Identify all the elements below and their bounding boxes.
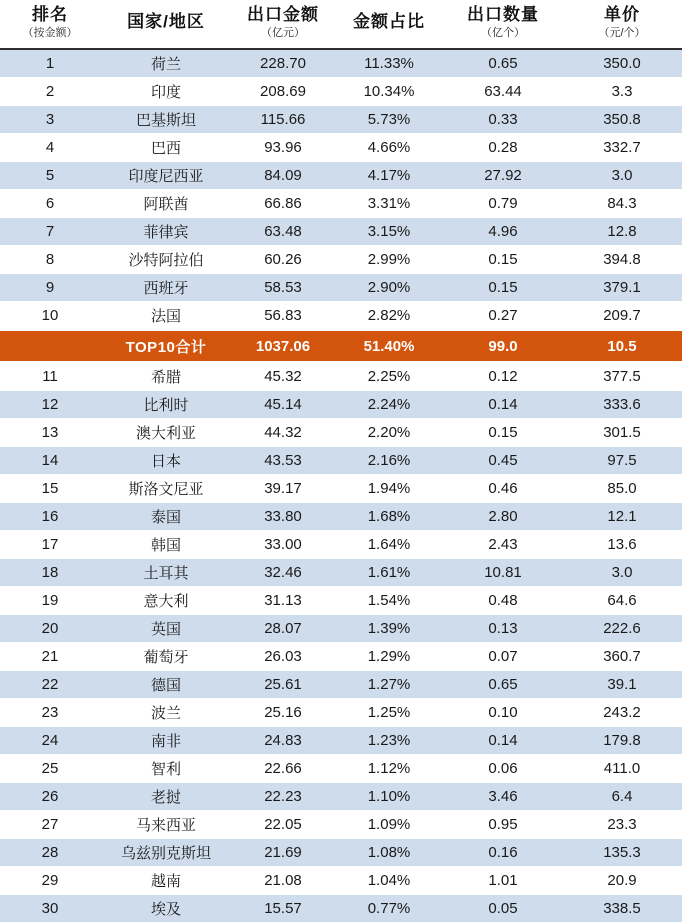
cell-rank: 22 xyxy=(0,671,100,699)
cell-rank xyxy=(0,330,100,362)
table-header xyxy=(0,0,682,49)
cell-share: 1.27% xyxy=(334,671,444,699)
cell-price: 301.5 xyxy=(562,419,682,447)
table-row xyxy=(0,391,682,419)
cell-rank: 19 xyxy=(0,587,100,615)
cell-quantity: 0.28 xyxy=(444,134,562,162)
cell-share: 1.68% xyxy=(334,503,444,531)
cell-share: 2.82% xyxy=(334,302,444,331)
cell-quantity: 2.80 xyxy=(444,503,562,531)
cell-country: 韩国 xyxy=(100,531,232,559)
table-row xyxy=(0,218,682,246)
cell-quantity: 0.79 xyxy=(444,190,562,218)
cell-quantity: 0.46 xyxy=(444,475,562,503)
cell-country: 菲律宾 xyxy=(100,218,232,246)
cell-share: 2.25% xyxy=(334,362,444,391)
cell-share: 1.25% xyxy=(334,699,444,727)
table-row xyxy=(0,699,682,727)
cell-amount: 22.05 xyxy=(232,811,334,839)
column-header-quantity-main: 出口数量 xyxy=(467,5,539,24)
cell-price: 377.5 xyxy=(562,362,682,391)
cell-share: 3.31% xyxy=(334,190,444,218)
column-header-amount-main: 出口金额 xyxy=(247,5,319,24)
cell-quantity: 0.10 xyxy=(444,699,562,727)
cell-amount: 43.53 xyxy=(232,447,334,475)
table-row xyxy=(0,246,682,274)
table-row xyxy=(0,49,682,78)
table-row xyxy=(0,475,682,503)
cell-country: 南非 xyxy=(100,727,232,755)
column-header-price-main: 单价 xyxy=(604,5,640,24)
cell-price: 411.0 xyxy=(562,755,682,783)
cell-price: 209.7 xyxy=(562,302,682,331)
table-row xyxy=(0,531,682,559)
table-row xyxy=(0,727,682,755)
cell-country: 英国 xyxy=(100,615,232,643)
table-row xyxy=(0,274,682,302)
cell-rank: 15 xyxy=(0,475,100,503)
cell-price: 85.0 xyxy=(562,475,682,503)
cell-share: 2.16% xyxy=(334,447,444,475)
cell-quantity: 0.27 xyxy=(444,302,562,331)
cell-country: 意大利 xyxy=(100,587,232,615)
cell-amount: 228.70 xyxy=(232,49,334,78)
cell-share: 3.15% xyxy=(334,218,444,246)
cell-country: 土耳其 xyxy=(100,559,232,587)
cell-amount: 45.32 xyxy=(232,362,334,391)
table-row xyxy=(0,867,682,895)
cell-quantity: 3.46 xyxy=(444,783,562,811)
cell-price: 23.3 xyxy=(562,811,682,839)
cell-country: 巴基斯坦 xyxy=(100,106,232,134)
cell-quantity: 99.0 xyxy=(444,330,562,362)
cell-share: 1.29% xyxy=(334,643,444,671)
cell-amount: 21.69 xyxy=(232,839,334,867)
cell-price: 350.0 xyxy=(562,49,682,78)
cell-share: 2.24% xyxy=(334,391,444,419)
cell-quantity: 0.13 xyxy=(444,615,562,643)
cell-price: 84.3 xyxy=(562,190,682,218)
table-row xyxy=(0,895,682,923)
cell-country: 智利 xyxy=(100,755,232,783)
cell-quantity: 10.81 xyxy=(444,559,562,587)
cell-price: 64.6 xyxy=(562,587,682,615)
cell-price: 3.0 xyxy=(562,559,682,587)
cell-share: 1.64% xyxy=(334,531,444,559)
table-row xyxy=(0,783,682,811)
column-header-rank-sub: （按金额） xyxy=(22,27,78,40)
cell-price: 135.3 xyxy=(562,839,682,867)
cell-share: 1.61% xyxy=(334,559,444,587)
table-body xyxy=(0,49,682,923)
cell-price: 12.1 xyxy=(562,503,682,531)
cell-rank: 12 xyxy=(0,391,100,419)
cell-share: 0.77% xyxy=(334,895,444,923)
table-row xyxy=(0,671,682,699)
cell-amount: 44.32 xyxy=(232,419,334,447)
cell-amount: 24.83 xyxy=(232,727,334,755)
cell-country: 波兰 xyxy=(100,699,232,727)
cell-rank: 27 xyxy=(0,811,100,839)
cell-quantity: 0.15 xyxy=(444,246,562,274)
cell-share: 4.17% xyxy=(334,162,444,190)
cell-rank: 4 xyxy=(0,134,100,162)
cell-share: 1.04% xyxy=(334,867,444,895)
table-row xyxy=(0,447,682,475)
column-header-country-main: 国家/地区 xyxy=(127,11,205,31)
cell-amount: 93.96 xyxy=(232,134,334,162)
cell-share: 1.23% xyxy=(334,727,444,755)
cell-price: 350.8 xyxy=(562,106,682,134)
cell-rank: 21 xyxy=(0,643,100,671)
cell-share: 1.12% xyxy=(334,755,444,783)
cell-amount: 32.46 xyxy=(232,559,334,587)
column-header-quantity xyxy=(444,0,562,49)
column-header-price-sub: （元/个） xyxy=(598,27,646,40)
cell-amount: 25.16 xyxy=(232,699,334,727)
cell-amount: 21.08 xyxy=(232,867,334,895)
cell-rank: 8 xyxy=(0,246,100,274)
cell-quantity: 0.65 xyxy=(444,671,562,699)
cell-amount: 115.66 xyxy=(232,106,334,134)
table-row xyxy=(0,162,682,190)
cell-rank: 26 xyxy=(0,783,100,811)
column-header-price xyxy=(562,0,682,49)
cell-quantity: 0.12 xyxy=(444,362,562,391)
cell-quantity: 0.06 xyxy=(444,755,562,783)
cell-amount: 26.03 xyxy=(232,643,334,671)
cell-quantity: 4.96 xyxy=(444,218,562,246)
cell-rank: 24 xyxy=(0,727,100,755)
cell-country: 斯洛文尼亚 xyxy=(100,475,232,503)
column-header-rank-main: 排名 xyxy=(32,5,68,24)
cell-country: 西班牙 xyxy=(100,274,232,302)
table-row xyxy=(0,503,682,531)
cell-quantity: 1.01 xyxy=(444,867,562,895)
cell-amount: 33.80 xyxy=(232,503,334,531)
cell-share: 5.73% xyxy=(334,106,444,134)
table-row xyxy=(0,755,682,783)
table-row-total xyxy=(0,330,682,362)
table-row xyxy=(0,190,682,218)
cell-quantity: 63.44 xyxy=(444,78,562,106)
cell-quantity: 0.15 xyxy=(444,419,562,447)
table-row xyxy=(0,362,682,391)
cell-quantity: 0.45 xyxy=(444,447,562,475)
table-row xyxy=(0,587,682,615)
cell-rank: 10 xyxy=(0,302,100,331)
table-row xyxy=(0,78,682,106)
cell-amount: 25.61 xyxy=(232,671,334,699)
cell-quantity: 0.48 xyxy=(444,587,562,615)
table-row xyxy=(0,559,682,587)
cell-price: 13.6 xyxy=(562,531,682,559)
cell-quantity: 0.65 xyxy=(444,49,562,78)
column-header-amount xyxy=(232,0,334,49)
cell-rank: 16 xyxy=(0,503,100,531)
cell-price: 179.8 xyxy=(562,727,682,755)
cell-quantity: 0.95 xyxy=(444,811,562,839)
cell-country: 德国 xyxy=(100,671,232,699)
cell-amount: 1037.06 xyxy=(232,330,334,362)
cell-quantity: 0.05 xyxy=(444,895,562,923)
cell-quantity: 27.92 xyxy=(444,162,562,190)
cell-rank: 18 xyxy=(0,559,100,587)
cell-share: 4.66% xyxy=(334,134,444,162)
cell-quantity: 0.33 xyxy=(444,106,562,134)
cell-quantity: 0.14 xyxy=(444,391,562,419)
column-header-share xyxy=(334,0,444,49)
cell-rank: 2 xyxy=(0,78,100,106)
cell-country: 沙特阿拉伯 xyxy=(100,246,232,274)
cell-price: 379.1 xyxy=(562,274,682,302)
cell-rank: 3 xyxy=(0,106,100,134)
cell-quantity: 0.16 xyxy=(444,839,562,867)
cell-share: 2.90% xyxy=(334,274,444,302)
cell-rank: 9 xyxy=(0,274,100,302)
cell-price: 332.7 xyxy=(562,134,682,162)
cell-amount: 33.00 xyxy=(232,531,334,559)
cell-price: 360.7 xyxy=(562,643,682,671)
cell-rank: 17 xyxy=(0,531,100,559)
column-header-share-main: 金额占比 xyxy=(353,11,425,31)
cell-share: 1.10% xyxy=(334,783,444,811)
cell-share: 11.33% xyxy=(334,49,444,78)
cell-amount: 63.48 xyxy=(232,218,334,246)
cell-share: 1.08% xyxy=(334,839,444,867)
cell-price: 3.3 xyxy=(562,78,682,106)
table-row xyxy=(0,106,682,134)
cell-country: 比利时 xyxy=(100,391,232,419)
cell-country: 希腊 xyxy=(100,362,232,391)
cell-country: 越南 xyxy=(100,867,232,895)
cell-rank: 14 xyxy=(0,447,100,475)
table-row xyxy=(0,839,682,867)
table-row xyxy=(0,643,682,671)
cell-rank: 20 xyxy=(0,615,100,643)
cell-price: 6.4 xyxy=(562,783,682,811)
cell-country: 荷兰 xyxy=(100,49,232,78)
column-header-rank xyxy=(0,0,100,49)
cell-share: 2.20% xyxy=(334,419,444,447)
cell-rank: 11 xyxy=(0,362,100,391)
cell-country: 澳大利亚 xyxy=(100,419,232,447)
cell-quantity: 0.07 xyxy=(444,643,562,671)
cell-price: 338.5 xyxy=(562,895,682,923)
table-row xyxy=(0,134,682,162)
cell-amount: 31.13 xyxy=(232,587,334,615)
table-row xyxy=(0,811,682,839)
cell-country: 日本 xyxy=(100,447,232,475)
cell-quantity: 0.15 xyxy=(444,274,562,302)
cell-rank: 30 xyxy=(0,895,100,923)
cell-rank: 13 xyxy=(0,419,100,447)
cell-amount: 208.69 xyxy=(232,78,334,106)
cell-amount: 28.07 xyxy=(232,615,334,643)
cell-share: 1.54% xyxy=(334,587,444,615)
cell-price: 20.9 xyxy=(562,867,682,895)
cell-price: 3.0 xyxy=(562,162,682,190)
cell-amount: 39.17 xyxy=(232,475,334,503)
cell-rank: 28 xyxy=(0,839,100,867)
cell-amount: 56.83 xyxy=(232,302,334,331)
cell-price: 243.2 xyxy=(562,699,682,727)
cell-share: 10.34% xyxy=(334,78,444,106)
cell-country: 埃及 xyxy=(100,895,232,923)
cell-quantity: 0.14 xyxy=(444,727,562,755)
cell-rank: 23 xyxy=(0,699,100,727)
cell-country: 阿联酋 xyxy=(100,190,232,218)
cell-rank: 5 xyxy=(0,162,100,190)
cell-amount: 58.53 xyxy=(232,274,334,302)
cell-country: 法国 xyxy=(100,302,232,331)
cell-country: 印度尼西亚 xyxy=(100,162,232,190)
cell-country: 印度 xyxy=(100,78,232,106)
cell-country: 巴西 xyxy=(100,134,232,162)
cell-amount: 84.09 xyxy=(232,162,334,190)
cell-amount: 15.57 xyxy=(232,895,334,923)
cell-country: TOP10合计 xyxy=(100,330,232,362)
table-row xyxy=(0,302,682,331)
cell-rank: 1 xyxy=(0,49,100,78)
cell-country: 泰国 xyxy=(100,503,232,531)
cell-amount: 22.66 xyxy=(232,755,334,783)
cell-price: 12.8 xyxy=(562,218,682,246)
cell-share: 1.39% xyxy=(334,615,444,643)
cell-amount: 60.26 xyxy=(232,246,334,274)
cell-price: 333.6 xyxy=(562,391,682,419)
cell-share: 2.99% xyxy=(334,246,444,274)
cell-price: 394.8 xyxy=(562,246,682,274)
table-row xyxy=(0,419,682,447)
cell-rank: 25 xyxy=(0,755,100,783)
cell-price: 97.5 xyxy=(562,447,682,475)
cell-price: 10.5 xyxy=(562,330,682,362)
cell-country: 葡萄牙 xyxy=(100,643,232,671)
cell-country: 乌兹别克斯坦 xyxy=(100,839,232,867)
cell-price: 39.1 xyxy=(562,671,682,699)
table-row xyxy=(0,615,682,643)
cell-amount: 22.23 xyxy=(232,783,334,811)
cell-quantity: 2.43 xyxy=(444,531,562,559)
cell-amount: 66.86 xyxy=(232,190,334,218)
cell-country: 马来西亚 xyxy=(100,811,232,839)
cell-price: 222.6 xyxy=(562,615,682,643)
cell-amount: 45.14 xyxy=(232,391,334,419)
cell-country: 老挝 xyxy=(100,783,232,811)
column-header-amount-sub: （亿元） xyxy=(261,27,305,40)
cell-rank: 29 xyxy=(0,867,100,895)
cell-share: 51.40% xyxy=(334,330,444,362)
column-header-country xyxy=(100,0,232,49)
cell-share: 1.09% xyxy=(334,811,444,839)
column-header-quantity-sub: （亿个） xyxy=(481,27,525,40)
cell-rank: 6 xyxy=(0,190,100,218)
header-row xyxy=(0,0,682,49)
cell-rank: 7 xyxy=(0,218,100,246)
cell-share: 1.94% xyxy=(334,475,444,503)
